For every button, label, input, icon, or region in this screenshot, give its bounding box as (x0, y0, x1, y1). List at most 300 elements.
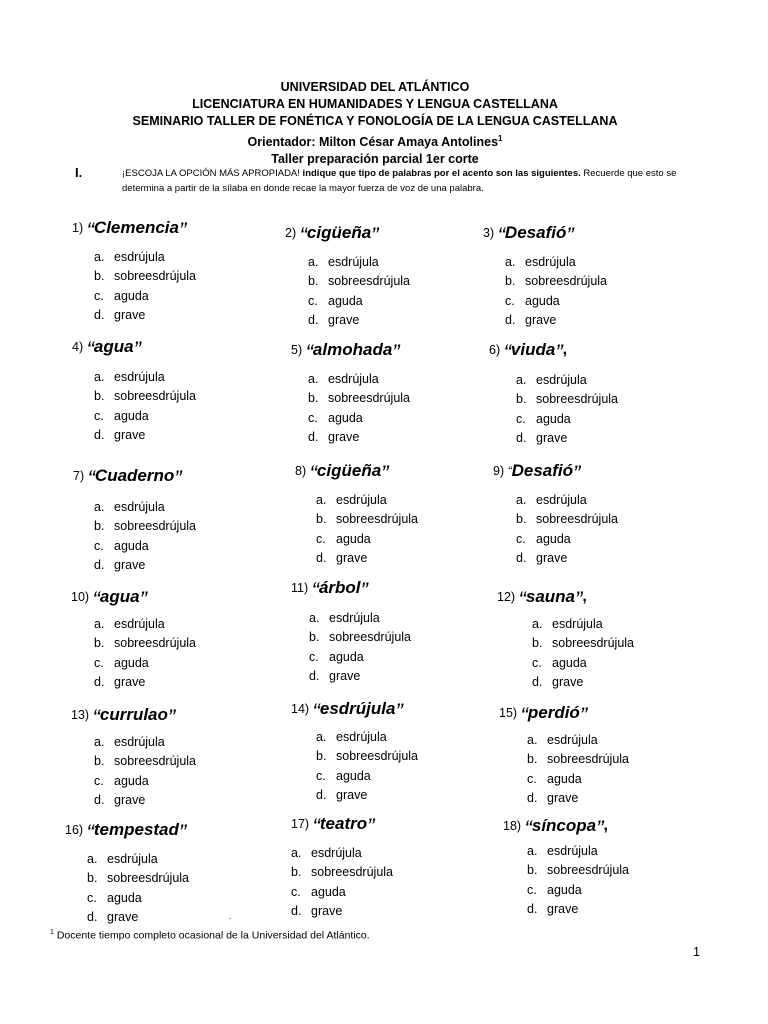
option-text: aguda (536, 411, 571, 426)
option-letter: b. (516, 392, 527, 407)
option-letter: d. (316, 550, 327, 565)
option-item (516, 390, 618, 409)
option-letter: c. (94, 408, 104, 423)
open-quote: “ (305, 340, 313, 365)
option-letter: d. (94, 674, 105, 689)
option-letter: c. (527, 882, 537, 897)
option-letter: d. (94, 557, 105, 572)
question-number: 2) (285, 226, 300, 240)
options-list (532, 615, 634, 692)
question-number: 6) (489, 343, 504, 357)
question-8 (295, 461, 389, 487)
option-item (94, 267, 196, 286)
option-text: sobreesdrújula (547, 752, 629, 767)
option-letter: d. (516, 550, 527, 565)
option-text: aguda (114, 773, 149, 788)
option-item (94, 517, 196, 536)
question-number: 10) (71, 590, 93, 604)
option-text: aguda (328, 410, 363, 425)
options-list (94, 615, 196, 692)
option-text: aguda (114, 408, 149, 423)
open-quote: “ (503, 340, 511, 365)
option-item (527, 900, 629, 919)
option-item (94, 615, 196, 634)
option-letter: b. (505, 274, 516, 289)
option-text: esdrújula (114, 500, 165, 514)
options-list (87, 850, 189, 927)
option-item (94, 634, 196, 653)
option-text: sobreesdrújula (114, 269, 196, 284)
options-list (308, 370, 410, 447)
open-quote: “ (87, 466, 95, 491)
option-item (532, 673, 634, 692)
option-text: grave (328, 312, 360, 327)
question-word: viuda (510, 340, 556, 359)
option-letter: c. (87, 890, 97, 905)
question-7 (73, 466, 182, 492)
option-letter: a. (87, 852, 98, 866)
option-letter: b. (527, 863, 538, 878)
option-letter: b. (94, 519, 105, 534)
option-item (94, 733, 196, 752)
option-text: aguda (547, 771, 582, 786)
option-letter: b. (309, 630, 320, 645)
question-word: Cuaderno (94, 466, 175, 485)
option-text: esdrújula (311, 846, 362, 860)
option-text: sobreesdrújula (114, 636, 196, 651)
option-text: aguda (336, 768, 371, 783)
option-text: grave (536, 430, 568, 445)
question-number: 17) (291, 817, 313, 831)
option-letter: a. (308, 372, 319, 386)
open-quote: “ (86, 337, 94, 362)
option-text: grave (336, 787, 368, 802)
option-letter: b. (94, 636, 105, 651)
option-letter: a. (94, 500, 105, 514)
option-item (532, 654, 634, 673)
page-number: 1 (693, 945, 700, 959)
option-item (532, 634, 634, 653)
option-text: esdrújula (329, 611, 380, 625)
option-text: grave (114, 792, 146, 807)
question-6 (489, 340, 567, 366)
question-word: cigüeña (316, 461, 382, 480)
close-quote: ” (381, 461, 389, 486)
option-text: esdrújula (547, 844, 598, 858)
option-letter: a. (308, 255, 319, 269)
option-letter: a. (505, 255, 516, 269)
option-letter: a. (516, 493, 527, 507)
option-text: sobreesdrújula (328, 274, 410, 289)
options-list (94, 733, 196, 810)
option-item (316, 786, 418, 805)
option-item (527, 731, 629, 750)
trailing-comma: , (582, 588, 587, 606)
advisor-name: Orientador: Milton César Amaya Antolines (247, 135, 499, 150)
option-text: grave (114, 427, 146, 442)
option-letter: a. (309, 611, 320, 625)
footnote-text: Docente tiempo completo ocasional de la Universidad del Atlántico. (53, 929, 370, 942)
option-item (516, 410, 618, 429)
question-4 (72, 337, 141, 363)
option-item (316, 728, 418, 747)
option-item (516, 429, 618, 448)
option-letter: a. (316, 493, 327, 507)
question-word: currulao (99, 705, 168, 724)
option-letter: c. (308, 410, 318, 425)
question-number: 7) (73, 469, 88, 483)
option-letter: a. (94, 617, 105, 631)
option-text: esdrújula (552, 617, 603, 631)
option-letter: a. (316, 730, 327, 744)
option-letter: b. (308, 274, 319, 289)
option-letter: a. (94, 370, 105, 384)
option-letter: a. (532, 617, 543, 631)
question-number: 11) (291, 581, 312, 595)
option-item (516, 371, 618, 390)
option-item (94, 368, 196, 387)
option-item (309, 648, 411, 667)
option-text: grave (547, 901, 579, 916)
option-item (87, 908, 189, 927)
option-text: grave (536, 550, 568, 565)
option-item (505, 253, 607, 272)
open-quote: “ (520, 703, 528, 728)
question-word: agua (99, 587, 140, 606)
close-quote: ” (566, 223, 574, 248)
close-quote: ” (367, 814, 375, 839)
question-17 (291, 814, 374, 840)
option-item (94, 752, 196, 771)
option-item (94, 498, 196, 517)
option-item (94, 654, 196, 673)
option-text: sobreesdrújula (536, 512, 618, 527)
option-text: esdrújula (114, 370, 165, 384)
option-text: sobreesdrújula (328, 391, 410, 406)
option-item (308, 389, 410, 408)
question-word: teatro (319, 814, 368, 833)
question-number: 18) (503, 819, 525, 833)
option-item (94, 556, 196, 575)
advisor-line (0, 130, 750, 151)
option-letter: d. (308, 429, 319, 444)
option-item (94, 791, 196, 810)
section-numeral: I. (75, 165, 83, 180)
option-item (309, 628, 411, 647)
options-list (291, 844, 393, 921)
option-letter: c. (94, 288, 104, 303)
options-list (94, 498, 196, 575)
open-quote: “ (299, 223, 307, 248)
question-number: 13) (71, 708, 93, 722)
question-9 (493, 461, 580, 487)
open-quote: “ (311, 578, 319, 603)
option-text: esdrújula (336, 493, 387, 507)
footnote-marker: 1 (498, 134, 503, 143)
close-quote: ” (392, 340, 400, 365)
option-item (527, 789, 629, 808)
options-list (309, 609, 411, 686)
question-10 (71, 587, 147, 613)
open-quote: “ (92, 587, 100, 612)
option-letter: b. (527, 752, 538, 767)
open-quote: “ (312, 699, 320, 724)
question-number: 8) (295, 464, 310, 478)
instructions-lead: ¡ESCOJA LA OPCIÓN MÁS APROPIADA! (122, 168, 300, 179)
question-word: Desafió (504, 223, 567, 242)
option-letter: a. (527, 733, 538, 747)
option-text: aguda (114, 288, 149, 303)
option-item (87, 869, 189, 888)
option-item (94, 306, 196, 325)
option-item (316, 549, 418, 568)
option-text: esdrújula (536, 373, 587, 387)
options-list (94, 368, 196, 445)
university-name: UNIVERSIDAD DEL ATLÁNTICO (280, 80, 470, 94)
options-list (505, 253, 607, 330)
trailing-comma: , (562, 341, 568, 359)
close-quote: ” (139, 587, 147, 612)
option-item (94, 407, 196, 426)
close-quote: ” (360, 578, 368, 603)
option-text: sobreesdrújula (336, 512, 418, 527)
question-word: Clemencia (93, 218, 179, 237)
options-list (316, 728, 418, 805)
option-item (527, 881, 629, 900)
option-item (316, 530, 418, 549)
question-word: árbol (318, 578, 361, 597)
option-item (87, 889, 189, 908)
option-text: sobreesdrújula (525, 274, 607, 289)
close-quote: ” (395, 699, 403, 724)
question-word: cigüeña (306, 223, 372, 242)
option-item (309, 609, 411, 628)
document-header (0, 79, 750, 168)
option-item (527, 750, 629, 769)
option-letter: b. (291, 865, 302, 880)
question-13 (71, 705, 175, 731)
option-item (505, 272, 607, 291)
instructions (122, 167, 707, 196)
options-list (94, 248, 196, 325)
option-letter: d. (308, 312, 319, 327)
option-item (94, 248, 196, 267)
workshop-title: Taller preparación parcial 1er corte (271, 152, 479, 167)
option-item (94, 426, 196, 445)
stray-mark: . (229, 912, 232, 921)
option-item (94, 772, 196, 791)
option-item (527, 770, 629, 789)
option-item (316, 747, 418, 766)
question-word: síncopa (531, 816, 597, 835)
option-letter: c. (94, 773, 104, 788)
question-number: 3) (483, 226, 498, 240)
option-text: aguda (536, 531, 571, 546)
question-number: 14) (291, 702, 313, 716)
option-item (291, 863, 393, 882)
option-letter: b. (316, 512, 327, 527)
option-letter: b. (94, 389, 105, 404)
option-text: esdrújula (336, 730, 387, 744)
option-item (516, 530, 618, 549)
question-word: tempestad (93, 820, 179, 839)
option-letter: b. (87, 871, 98, 886)
option-text: esdrújula (525, 255, 576, 269)
close-quote: ” (133, 337, 141, 362)
option-letter: d. (87, 909, 98, 924)
options-list (527, 731, 629, 808)
option-letter: d. (291, 903, 302, 918)
question-number: 5) (291, 343, 306, 357)
option-letter: b. (94, 269, 105, 284)
close-quote: ” (573, 461, 581, 486)
close-quote: ” (371, 223, 379, 248)
option-text: aguda (311, 884, 346, 899)
options-list (516, 371, 618, 448)
option-text: aguda (107, 890, 142, 905)
option-text: aguda (552, 655, 587, 670)
option-text: esdrújula (114, 617, 165, 631)
option-letter: a. (94, 250, 105, 264)
option-text: aguda (525, 293, 560, 308)
option-letter: d. (516, 430, 527, 445)
question-word: esdrújula (319, 699, 396, 718)
footnote (50, 929, 370, 942)
options-list (308, 253, 410, 330)
open-quote: “ (312, 814, 320, 839)
option-letter: d. (316, 787, 327, 802)
option-letter: c. (94, 655, 104, 670)
option-text: esdrújula (114, 250, 165, 264)
question-14 (291, 699, 403, 725)
option-letter: c. (505, 293, 515, 308)
option-item (505, 292, 607, 311)
question-word: perdió (527, 703, 580, 722)
option-text: aguda (114, 538, 149, 553)
option-letter: b. (532, 636, 543, 651)
option-letter: c. (316, 531, 326, 546)
open-quote: “ (92, 705, 100, 730)
option-item (309, 667, 411, 686)
option-item (291, 902, 393, 921)
option-letter: d. (94, 307, 105, 322)
option-letter: d. (527, 790, 538, 805)
option-letter: b. (94, 754, 105, 769)
option-text: grave (547, 790, 579, 805)
options-list (316, 491, 418, 568)
open-quote: “ (86, 820, 94, 845)
option-text: sobreesdrújula (536, 392, 618, 407)
options-list (516, 491, 618, 568)
option-text: sobreesdrújula (329, 630, 411, 645)
option-letter: d. (505, 312, 516, 327)
option-item (308, 272, 410, 291)
seminar-name: SEMINARIO TALLER DE FONÉTICA Y FONOLOGÍA DE LA LENGUA CASTELLANA (132, 114, 618, 128)
open-quote: “ (497, 223, 505, 248)
option-letter: c. (309, 649, 319, 664)
option-text: aguda (329, 649, 364, 664)
close-quote: ” (174, 466, 182, 491)
option-text: grave (525, 312, 557, 327)
option-text: sobreesdrújula (114, 389, 196, 404)
question-16 (65, 820, 186, 846)
option-letter: b. (516, 512, 527, 527)
close-quote: ” (596, 816, 604, 841)
option-letter: d. (94, 427, 105, 442)
option-letter: c. (532, 655, 542, 670)
option-letter: a. (516, 373, 527, 387)
open-quote: “ (518, 587, 526, 612)
option-letter: c. (527, 771, 537, 786)
option-letter: c. (308, 293, 318, 308)
option-item (94, 387, 196, 406)
option-item (316, 491, 418, 510)
question-word: sauna (525, 587, 576, 606)
option-letter: a. (527, 844, 538, 858)
close-quote: ” (167, 705, 176, 730)
option-text: grave (107, 909, 139, 924)
open-quote: “ (309, 461, 317, 486)
option-item (308, 409, 410, 428)
option-text: aguda (547, 882, 582, 897)
option-letter: c. (94, 538, 104, 553)
option-item (94, 287, 196, 306)
option-item (291, 844, 393, 863)
option-item (94, 537, 196, 556)
option-letter: c. (516, 411, 526, 426)
option-item (505, 311, 607, 330)
option-item (308, 370, 410, 389)
trailing-comma: , (603, 817, 608, 835)
option-text: grave (328, 429, 360, 444)
option-text: grave (336, 550, 368, 565)
option-text: sobreesdrújula (114, 519, 196, 534)
option-item (308, 253, 410, 272)
instructions-bold: indique que tipo de palabras por el acento son las siguientes. (299, 168, 581, 179)
program-name: LICENCIATURA EN HUMANIDADES Y LENGUA CASTELLANA (192, 97, 558, 111)
option-text: sobreesdrújula (552, 636, 634, 651)
question-18 (503, 816, 608, 842)
options-list (527, 842, 629, 919)
option-item (316, 510, 418, 529)
option-letter: d. (309, 668, 320, 683)
option-text: sobreesdrújula (114, 754, 196, 769)
question-number: 15) (499, 706, 521, 720)
option-letter: b. (316, 749, 327, 764)
option-text: esdrújula (107, 852, 158, 866)
option-text: sobreesdrújula (107, 871, 189, 886)
option-text: esdrújula (328, 255, 379, 269)
footnote-number: 1 (50, 929, 54, 936)
option-letter: c. (516, 531, 526, 546)
option-item (516, 510, 618, 529)
option-item (316, 767, 418, 786)
option-item (516, 491, 618, 510)
option-item (291, 883, 393, 902)
option-text: grave (311, 903, 343, 918)
option-text: esdrújula (536, 493, 587, 507)
option-letter: d. (527, 901, 538, 916)
option-text: aguda (114, 655, 149, 670)
open-quote: “ (507, 464, 512, 478)
option-text: sobreesdrújula (311, 865, 393, 880)
question-number: 1) (72, 221, 87, 235)
question-word: Desafió (511, 461, 574, 480)
option-letter: d. (94, 792, 105, 807)
option-letter: b. (308, 391, 319, 406)
question-number: 16) (65, 823, 87, 837)
option-letter: d. (532, 674, 543, 689)
